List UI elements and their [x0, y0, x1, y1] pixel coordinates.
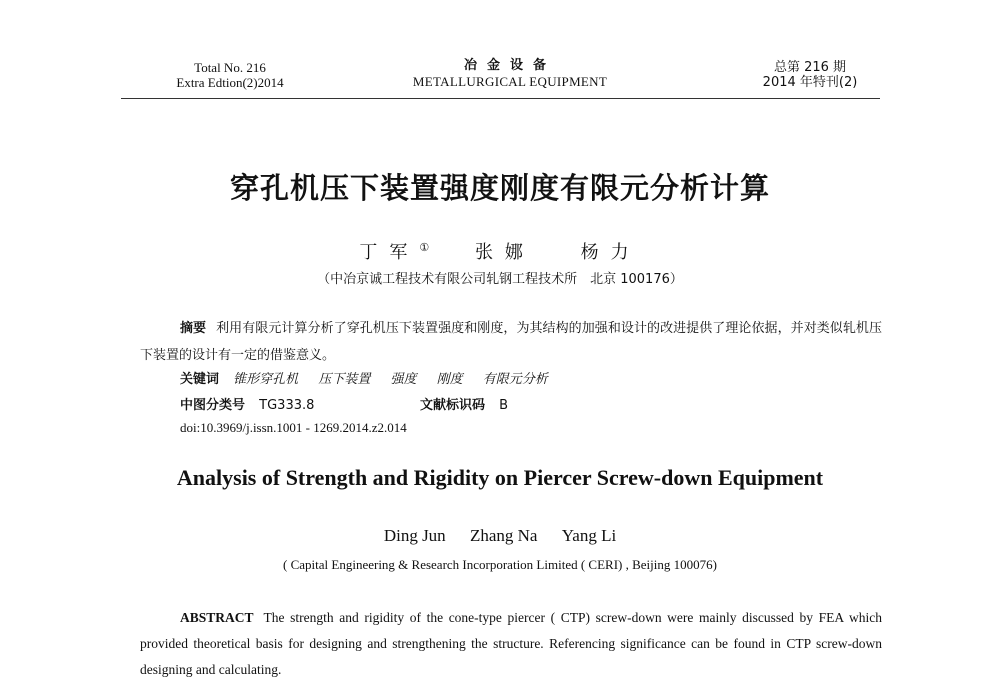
doi: doi:10.3969/j.issn.1001 - 1269.2014.z2.014 — [180, 420, 407, 435]
journal-name-en: METALLURGICAL EQUIPMENT — [412, 74, 608, 89]
classification-line — [180, 394, 314, 413]
abstract-label-zh: 摘要 — [180, 321, 207, 336]
author-list-en — [0, 526, 1000, 546]
header-journal — [400, 58, 620, 89]
header-edition-zh: 2014 年特刊(2) — [762, 75, 858, 90]
affiliation-en: ( Capital Engineering & Research Incorporation Limited ( CERI) , Beijing 100076) — [283, 557, 717, 572]
journal-name-zh: 冶金设备 — [463, 58, 556, 73]
author-en: Yang Li — [561, 526, 617, 545]
abstract-en — [140, 605, 882, 683]
header-divider — [121, 98, 880, 99]
keyword: 刚度 — [436, 372, 463, 387]
keyword: 锥形穿孔机 — [233, 372, 299, 387]
author-list-zh — [0, 238, 1000, 264]
keywords-zh — [180, 368, 564, 387]
doc-code-label: 文献标识码 — [420, 398, 486, 413]
clc-value: TG333.8 — [259, 398, 315, 413]
author-zh: 张娜 — [474, 242, 535, 263]
paper-title-zh: 穿孔机压下装置强度刚度有限元分析计算 — [229, 171, 770, 205]
affiliation-zh: （中冶京诚工程技术有限公司轧钢工程技术所 北京 100176） — [317, 272, 683, 287]
author-zh: 杨力 — [580, 242, 641, 263]
author-en: Zhang Na — [469, 526, 538, 545]
document-code-line — [420, 394, 508, 413]
header-issue-info — [160, 60, 300, 90]
keywords-label: 关键词 — [180, 372, 220, 387]
paper-title-en: Analysis of Strength and Rigidity on Piercer Screw-down Equipment — [176, 465, 824, 490]
doc-code-value: B — [499, 398, 509, 413]
header-edition: Extra Edtion(2)2014 — [176, 75, 284, 90]
author-footnote-mark: ① — [419, 241, 430, 254]
abstract-zh — [140, 315, 882, 369]
author-en: Ding Jun — [383, 526, 446, 545]
clc-label: 中图分类号 — [180, 398, 246, 413]
abstract-text-zh: 利用有限元计算分析了穿孔机压下装置强度和刚度，为其结构的加强和设计的改进提供了理论依据，并对类似轧机压下装置的设计有一定的借鉴意义。 — [140, 321, 882, 363]
header-total-number-zh: 总第 216 期 — [773, 60, 847, 75]
header-issue-info-zh — [740, 60, 880, 90]
abstract-text-en: The strength and rigidity of the cone-type piercer ( CTP) screw-down were mainly discussed by FEA which provided theoretical basis for designing and strengthening the structure. Referencing significance can be found in CTP screw-down designing and calculating. — [140, 610, 882, 677]
abstract-label-en: ABSTRACT — [180, 610, 254, 625]
keyword: 有限元分析 — [482, 372, 548, 387]
header-total-number: Total No. 216 — [194, 60, 266, 75]
author-zh: 丁军① — [359, 241, 430, 263]
keyword: 压下装置 — [318, 372, 371, 387]
keyword: 强度 — [390, 372, 417, 387]
